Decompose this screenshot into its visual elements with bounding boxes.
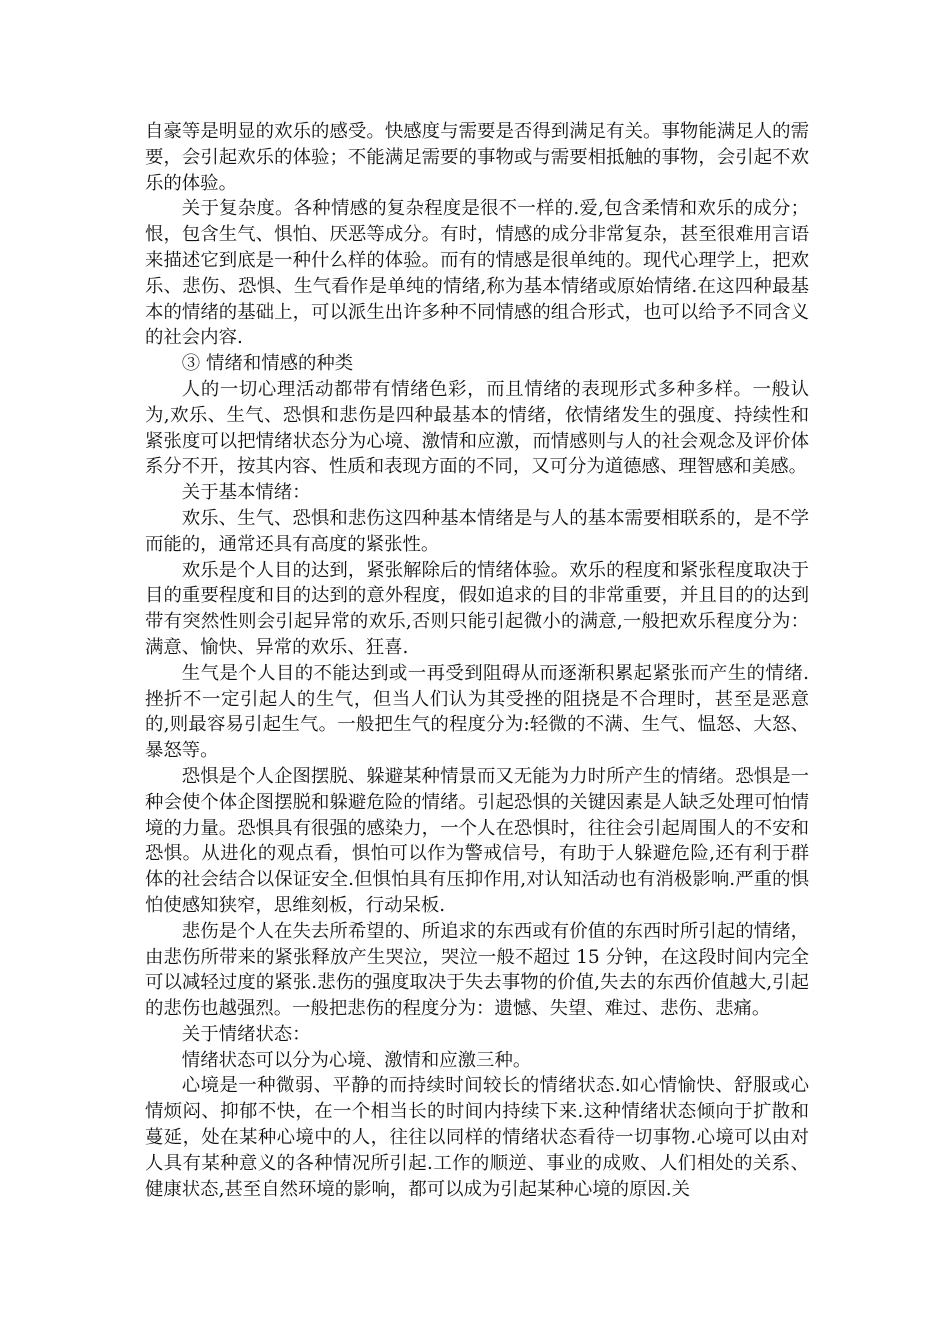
- paragraph-1: 自豪等是明显的欢乐的感受。快感度与需要是否得到满足有关。事物能满足人的需要，会引起欢乐的体验；不能满足需要的事物或与需要相抵触的事物，会引起不欢乐的体验。: [145, 121, 809, 194]
- document-body: [145, 119, 809, 1202]
- paragraph-sadness: 悲伤是个人在失去所希望的、所追求的东西或有价值的东西时所引起的情绪，由悲伤所带来的紧张释放产生哭泣，哭泣一般不超过 15 分钟，在这段时间内完全可以减轻过度的紧张.悲伤的强度取决于失去事物的价值,失去的东西价值越大,引起的悲伤也越强烈。一般把悲伤的程度分为：遗憾、失望、难过、悲伤、悲痛。: [145, 920, 809, 1020]
- paragraph-anger: 生气是个人目的不能达到或一再受到阻碍从而逐渐积累起紧张而产生的情绪.挫折不一定引起人的生气，但当人们认为其受挫的阻挠是不合理时，甚至是恶意的,则最容易引起生气。一般把生气的程度分为:轻微的不满、生气、愠怒、大怒、暴怒等。: [145, 662, 809, 762]
- paragraph-fear: 恐惧是个人企图摆脱、躲避某种情景而又无能为力时所产生的情绪。恐惧是一种会使个体企图摆脱和躲避危险的情绪。引起恐惧的关键因素是人缺乏处理可怕情境的力量。恐惧具有很强的感染力，一个人在恐惧时，往往会引起周围人的不安和恐惧。从进化的观点看，惧怕可以作为警戒信号，有助于人躲避危险,还有利于群体的社会结合以保证安全.但惧怕具有压抑作用,对认知活动也有消极影响.严重的惧怕使感知狭窄，思维刻板，行动呆板.: [145, 765, 809, 916]
- subheading-basic-emotions: 关于基本情绪：: [181, 482, 311, 504]
- paragraph-4: 欢乐、生气、恐惧和悲伤这四种基本情绪是与人的基本需要相联系的，是不学而能的，通常还具有高度的紧张性。: [145, 507, 809, 555]
- paragraph-2: 关于复杂度。各种情感的复杂程度是很不一样的.爱,包含柔情和欢乐的成分；恨，包含生气、惧怕、厌恶等成分。有时，情感的成分非常复杂，甚至很难用言语来描述它到底是一种什么样的体验。而有的情感是很单纯的。现代心理学上，把欢乐、悲伤、恐惧、生气看作是单纯的情绪,称为基本情绪或原始情绪.在这四种最基本的情绪的基础上，可以派生出许多种不同情感的组合形式，也可以给予不同含义的社会内容.: [145, 198, 809, 349]
- paragraph-joy: 欢乐是个人目的达到，紧张解除后的情绪体验。欢乐的程度和紧张程度取决于目的重要程度和目的达到的意外程度，假如追求的目的非常重要，并且目的的达到带有突然性则会引起异常的欢乐,否则只能引起微小的满意,一般把欢乐程度分为：满意、愉快、异常的欢乐、狂喜.: [145, 559, 809, 658]
- paragraph-3: 人的一切心理活动都带有情绪色彩，而且情绪的表现形式多种多样。一般认为,欢乐、生气、恐惧和悲伤是四种最基本的情绪，依情绪发生的强度、持续性和紧张度可以把情绪状态分为心境、激情和应激，而情感则与人的社会观念及评价体系分不开，按其内容、性质和表现方面的不同，又可分为道德感、理智感和美感。: [145, 378, 809, 478]
- paragraph-mood: 心境是一种微弱、平静的而持续时间较长的情绪状态.如心情愉快、舒服或心情烦闷、抑郁不快，在一个相当长的时间内持续下来.这种情绪状态倾向于扩散和蔓延，处在某种心境中的人，往往以同样的情绪状态看待一切事物.心境可以由对人具有某种意义的各种情况所引起.工作的顺逆、事业的成败、人们相处的关系、健康状态,甚至自然环境的影响，都可以成为引起某种心境的原因.关: [145, 1075, 809, 1200]
- paragraph-states: 情绪状态可以分为心境、激情和应激三种。: [181, 1049, 532, 1071]
- subheading-emotion-states: 关于情绪状态：: [181, 1023, 311, 1045]
- section-heading: ③ 情绪和情感的种类: [181, 353, 354, 375]
